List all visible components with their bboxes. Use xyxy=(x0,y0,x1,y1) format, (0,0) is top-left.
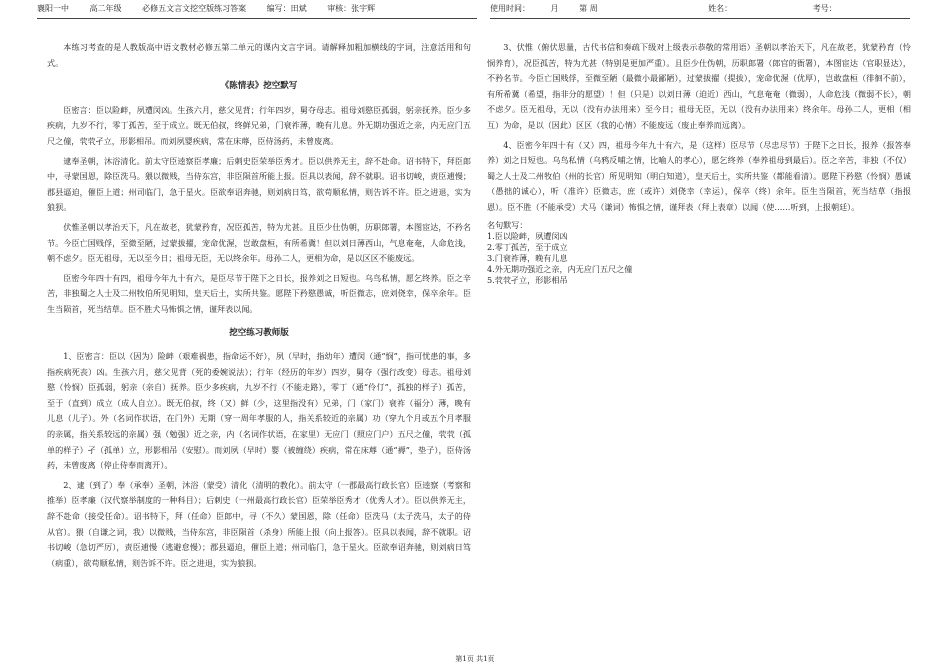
answer-paragraph-3: 3、伏惟（俯伏思量，古代书信和奏疏下级对上级表示恭敬的常用语）圣朝以孝治天下，凡在故老，犹蒙矜育（怜悯养育），况臣孤苦，特为尤甚（特别是更加严重）。且臣少仕伪朝，历职郎署（郎官的衙署），本图宦达（官职显达），不矜名节。今臣亡国贱俘，至微至陋（最微小最鄙陋），过蒙拔擢（提拔），宠命优渥（优厚），岂敢盘桓（徘徊不前），有所希冀（希望，指非分的愿望）！但（只是）以刘日薄（迫近）西山，气息奄奄（微弱），人命危浅（微弱不长），朝不虑夕。臣无祖母，无以（没有办法用来）至今日；祖母无臣，无以（没有办法用来）终余年。母孙二人，更相（相互）为命，是以（因此）区区（我的心情）不能废远（废止奉养而远离）。 xyxy=(487,42,911,130)
intro-text: 本练习考查的是人教版高中语文教材必修五第二单元的课内文言字词。请解释加粗加横线的字词，注意活用和句式。 xyxy=(47,42,471,68)
use-time-label: 使用时间： xyxy=(490,4,530,13)
answer-paragraph-2: 2、逮（到了）奉（承奉）圣朝，沐浴（蒙受）清化（清明的教化）。前太守（一郡最高行政长官）臣逵察（考察和推举）臣孝廉（汉代察举制度的一种科目）；后刺史（一州最高行政长官）臣荣举臣秀才（优秀人才）。臣以供养无主，辞不赴命（接受任命）。诏书特下，拜（任命）臣郎中，寻（不久）蒙国恩，除（任命）臣洗马（太子洗马，太子的侍从官）。猥（自谦之词，我）以微贱，当侍东宫，非臣陨首（杀身）所能上报（向上报答）。臣具以表闻，辞不就职。诏书切峻（急切严厉），责臣逋慢（逃避怠慢）；郡县逼迫，催臣上道；州司临门，急于星火。臣欲奉诏奔驰，则刘病日笃（病重），欲苟顺私情，则告诉不许。臣之进退，实为狼狈。 xyxy=(47,479,471,568)
answer-paragraph-4: 4、臣密今年四十有（又）四，祖母今年九十有六，是（这样）臣尽节（尽忠尽节）于陛下之日长，报养（报答奉养）刘之日短也。乌鸟私情（乌鸦反哺之情，比喻人的孝心），愿乞终养（奉养祖母到最后）。臣之辛苦，非独（不仅）蜀之人士及二州牧伯（州的长官）所见明知（明白知道），皇天后土，实所共鉴（都能看清）。愿陛下矜愍（怜悯）愚诚（愚拙的诚心），听（准许）臣微志，庶（或许）刘侥幸（幸运），保卒（终）余年。臣生当陨首，死当结草（指报恩）。臣不胜（不能承受）犬马（谦词）怖惧之情，谨拜表（拜上表章）以闻（使……听到，上报朝廷）。 xyxy=(487,139,911,212)
header-right xyxy=(490,0,910,19)
editor-label: 编写：田斌 xyxy=(266,4,307,13)
recitation-item: 4.外无期功强近之亲，内无应门五尺之僮 xyxy=(487,263,633,274)
reviewer-label: 审核：张宇辉 xyxy=(327,4,376,13)
passage-paragraph-1: 臣密言：臣以险衅，夙遭闵凶。生孩六月，慈父见背；行年四岁，舅夺母志。祖母刘愍臣孤弱，躬亲抚养。臣少多疾病，九岁不行，零丁孤苦，至于成立。既无伯叔，终鲜兄弟，门衰祚薄，晚有儿息。外无期功强近之亲，内无应门五尺之僮，茕茕孑立，形影相吊。而刘夙婴疾病，常在床蓐，臣侍汤药，未曾废离。 xyxy=(47,104,471,146)
document-title: 必修五文言文挖空版练习答案 xyxy=(142,4,247,13)
recitation-item: 2.零丁孤苦，至于成立 xyxy=(487,241,568,252)
recitation-list xyxy=(487,220,911,286)
right-column xyxy=(487,40,911,286)
answer-paragraph-1: 1、臣密言：臣以（因为）险衅（艰难祸患，指命运不好），夙（早时，指幼年）遭闵（通“悯”，指可忧患的事，多指疾病死丧）凶。生孩六月，慈父见背（死的委婉说法）；行年（经历的年岁）四岁，舅夺（强行改变）母志。祖母刘愍（怜悯）臣孤弱，躬亲（亲自）抚养。臣少多疾病，九岁不行（不能走路），零丁（通“伶仃”，孤独的样子）孤苦，至于（直到）成立（成人自立）。既无伯叔，终（又）鲜（少，这里指没有）兄弟，门（家门）衰祚（福分）薄，晚有儿息（儿子）。外（名词作状语，在门外）无期（穿一周年孝服的人，指关系较近的亲属）功（穿九个月或五个月孝服的亲属，指关系较远的亲属）强（勉强）近之亲，内（名词作状语，在家里）无应门（照应门户）五尺之僮，茕茕（孤单的样子）孑（孤单）立，形影相吊（安慰）。而刘夙（早时）婴（被缠绕）疾病，常在床蓐（通“褥”，垫子），臣侍汤药，未曾废离（停止侍奉而离开）。 xyxy=(47,351,471,471)
passage-paragraph-4: 臣密今年四十有四，祖母今年九十有六，是臣尽节于陛下之日长，报养刘之日短也。乌鸟私情，愿乞终养。臣之辛苦，非独蜀之人士及二州牧伯所见明知，皇天后土，实所共鉴。愿陛下矜愍愚诚，听臣微志，庶刘侥幸，保卒余年。臣生当陨首，死当结草。臣不胜犬马怖惧之情，谨拜表以闻。 xyxy=(47,272,471,314)
header-left xyxy=(37,0,477,19)
section-title-teacher-version: 挖空练习教师版 xyxy=(229,327,289,338)
recitation-item: 3.门衰祚薄，晚有儿息 xyxy=(487,252,568,263)
grade-label: 高二年级 xyxy=(89,4,122,13)
recitation-item: 5.茕茕孑立，形影相吊 xyxy=(487,274,568,285)
name-label: 姓名： xyxy=(708,4,733,13)
week-label: 第 周 xyxy=(579,4,598,13)
recitation-title: 名句默写： xyxy=(487,219,528,230)
exam-no-label: 考号： xyxy=(812,4,837,13)
left-column xyxy=(47,40,471,575)
recitation-item: 1.臣以险衅，夙遭闵凶 xyxy=(487,230,568,241)
section-title-recitation: 《陈情表》挖空默写 xyxy=(220,81,298,92)
page-footer: 第1页 共1页 xyxy=(455,655,495,663)
school-name: 襄阳一中 xyxy=(37,4,69,13)
passage-paragraph-2: 逮奉圣朝，沐浴清化。前太守臣逵察臣孝廉；后刺史臣荣举臣秀才。臣以供养无主，辞不赴命。诏书特下，拜臣郎中，寻蒙国恩，除臣洗马。猥以微贱，当侍东宫，非臣陨首所能上报。臣具以表闻，辞不就职。诏书切峻，责臣逋慢；郡县逼迫，催臣上道；州司临门，急于星火。臣欲奉诏奔驰，则刘病日笃，欲苟顺私情，则告诉不许。臣之进退，实为狼狈。 xyxy=(47,155,471,213)
passage-paragraph-3: 伏惟圣朝以孝治天下，凡在故老，犹蒙矜育，况臣孤苦，特为尤甚。且臣少仕伪朝，历职郎署，本图宦达，不矜名节。今臣亡国贱俘，至微至陋，过蒙拔擢，宠命优渥，岂敢盘桓，有所希冀！但以刘日薄西山，气息奄奄，人命危浅，朝不虑夕。臣无祖母，无以至今日；祖母无臣，无以终余年。母孙二人，更相为命，是以区区不能废远。 xyxy=(47,221,471,264)
month-label: 月 xyxy=(550,4,559,13)
